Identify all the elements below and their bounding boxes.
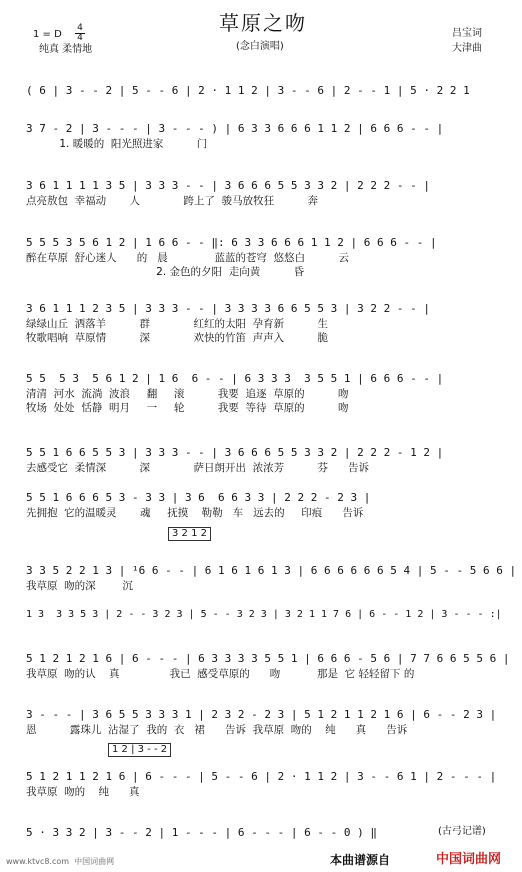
boxed-phrase-2: 1 2 | 3 - - 2 [108, 743, 171, 757]
score-notes-line: 5 5 1 6 6 5 5 3 | 3 3 3 - - | 3 6 6 6 5 5 3 3 2 | 2 2 2 - 1 2 | [26, 446, 444, 459]
source-site: 中国词曲网 [436, 852, 502, 867]
lyrics-line: 1. 暖暖的 阳光照进家 门 [26, 138, 208, 150]
watermark: www.ktvc8.com 中国词曲网 [6, 857, 115, 866]
lyrics-line: 恩 露珠儿 沾湿了 我的 衣 裙 告诉 我草原 吻的 纯 真 告诉 [26, 724, 408, 736]
lyricist: 吕宝词 [452, 28, 482, 39]
time-signature [75, 24, 85, 43]
score-notes-line: 3 3 5 2 2 1 3 | ¹6 6 - - | 6 1 6 1 6 1 3 | 6 6 6 6 6 6 5 4 | 5 - - 5 6 6 | [26, 564, 517, 577]
score-notes-line: ( 6 | 3 - - 2 | 5 - - 6 | 2 · 1 1 2 | 3 - - 6 | 2 - - 1 | 5 · 2 2 1 [26, 84, 470, 97]
score-notes-line: 5 · 3 3 2 | 3 - - 2 | 1 - - - | 6 - - - | 6 - - 0 ) ‖ [26, 826, 377, 839]
score-notes-line: 3 7 - 2 | 3 - - - | 3 - - - ) | 6 3 3 6 6 6 1 1 2 | 6 6 6 - - | [26, 122, 444, 135]
lyrics-line: 清清 河水 流淌 波浪 翻 滚 我要 追逐 草原的 吻 [26, 388, 349, 400]
composer: 大津曲 [452, 43, 482, 54]
lyrics-line: 点亮敖包 幸福动 人 跨上了 骏马放牧狂 奔 [26, 195, 318, 207]
lyrics-line: 牧歌唱响 草原情 深 欢快的竹笛 声声入 脆 [26, 332, 328, 344]
lyrics-line: 我草原 吻的认 真 我已 感受草原的 吻 那是 它 轻轻留下 的 [26, 668, 415, 680]
performance-direction: 纯真 柔情地 [39, 44, 93, 55]
source-label: 本曲谱源自 [330, 853, 391, 867]
lyrics-line: 我草原 吻的 纯 真 [26, 786, 140, 798]
score-notes-line: 5 5 5 3 5 6 1 2 | 1 6 6 - - | 6 3 3 3 3 5 5 1 | 6 6 6 - - | [26, 372, 444, 385]
time-sig-numerator: 4 [75, 24, 85, 34]
lyrics-line: 我草原 吻的深 沉 [26, 580, 133, 592]
lyrics-line: 绿绿山丘 洒落羊 群 红红的太阳 孕育新 生 [26, 318, 328, 330]
subtitle: (念白演唱) [236, 41, 284, 52]
score-notes-line: 1 3 3 3 5 3 | 2 - - 3 2 3 | 5 - - 3 2 3 | 3 2 1 1 7 6 | 6 - - 1 2 | 3 - - - :| [26, 609, 502, 620]
score-notes-line: 5 1 2 1 1 2 1 6 | 6 - - - | 5 - - 6 | 2 · 1 1 2 | 3 - - 6 1 | 2 - - - | [26, 770, 497, 783]
time-sig-denominator: 4 [77, 33, 83, 43]
lyrics-line: 牧场 处处 恬静 明月 一 轮 我要 等待 草原的 吻 [26, 402, 349, 414]
score-notes-line: 5 5 5 3 5 6 1 2 | 1 6 6 - - ‖: 6 3 3 6 6 6 1 1 2 | 6 6 6 - - | [26, 236, 437, 249]
score-notes-line: 5 5 1 6 6 6 5 3 - 3 3 | 3 6 6 6 3 3 | 2 2 2 - 2 3 | [26, 491, 371, 504]
lyrics-line: 先拥抱 它的温暖灵 魂 抚摸 勒勒 车 远去的 印痕 告诉 [26, 507, 364, 519]
key-signature: 1 = D [33, 29, 62, 40]
score-notes-line: 3 6 1 1 1 2 3 5 | 3 3 3 - - | 3 3 3 3 6 6 5 5 3 | 3 2 2 - - | [26, 302, 430, 315]
score-notes-line: 3 - - - | 3 6 5 5 3 3 3 1 | 2 3 2 - 2 3 | 5 1 2 1 1 2 1 6 | 6 - - 2 3 | [26, 708, 497, 721]
lyrics-line: 醉在草原 舒心迷人 的 晨 蓝蓝的苍穹 悠悠白 云 [26, 252, 349, 264]
score-notes-line: 5 1 2 1 2 1 6 | 6 - - - | 6 3 3 3 3 5 5 1 | 6 6 6 - 5 6 | 7 7 6 6 5 5 6 | [26, 652, 510, 665]
score-notes-line: 3 6 1 1 1 1 3 5 | 3 3 3 - - | 3 6 6 6 5 5 3 3 2 | 2 2 2 - - | [26, 179, 430, 192]
boxed-phrase-1: 3 2 1 2 [168, 527, 211, 541]
notation-credit: (古弓记谱) [438, 826, 486, 837]
song-title: 草原之吻 [219, 11, 307, 35]
lyrics-line: 去感受它 柔情深 深 萨日朗开出 浓浓芳 芬 告诉 [26, 462, 370, 474]
lyrics-line: 2. 金色的夕阳 走向黄 昏 [26, 266, 305, 278]
